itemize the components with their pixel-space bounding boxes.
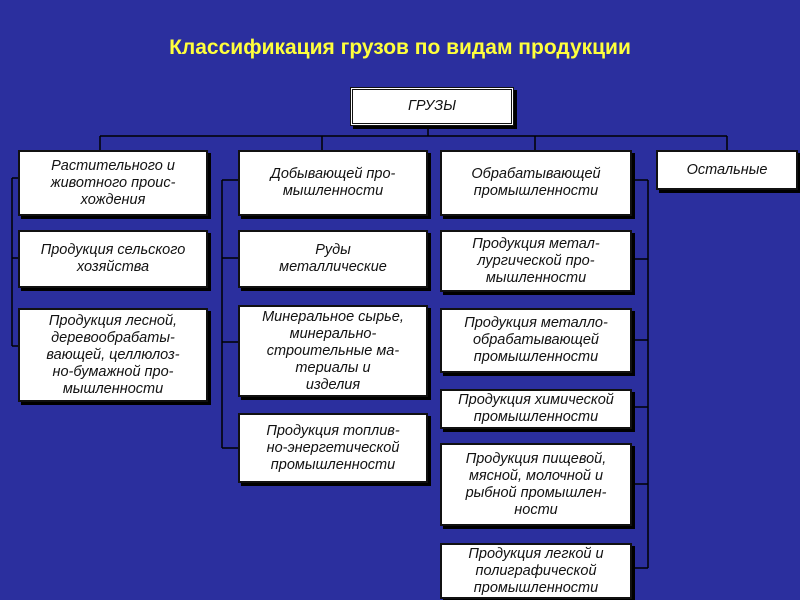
page-title: Классификация грузов по видам продукции bbox=[169, 36, 631, 59]
list-item: Продукция пищевой, мясной, молочной и рыбной промышлен- ности bbox=[440, 443, 632, 526]
list-item: Руды металлические bbox=[238, 230, 428, 288]
root-box: ГРУЗЫ bbox=[350, 87, 514, 126]
column-header-3: Обрабатывающей промышленности bbox=[440, 150, 632, 216]
list-item: Продукция химической промышленности bbox=[440, 389, 632, 429]
column-header-1: Растительного и животного проис- хождения bbox=[18, 150, 208, 216]
list-item: Продукция метал- лургической про- мышленности bbox=[440, 230, 632, 292]
list-item: Минеральное сырье, минерально- строительные ма- териалы и изделия bbox=[238, 305, 428, 397]
list-item: Продукция лесной, деревообрабаты- вающей, целлюлоз- но-бумажной про- мышленности bbox=[18, 308, 208, 402]
list-item: Продукция сельского хозяйства bbox=[18, 230, 208, 288]
column-header-2: Добывающей про- мышленности bbox=[238, 150, 428, 216]
list-item: Продукция топлив- но-энергетической промышленности bbox=[238, 413, 428, 483]
column-header-4: Остальные bbox=[656, 150, 798, 190]
list-item: Продукция легкой и полиграфической промышленности bbox=[440, 543, 632, 599]
list-item: Продукция металло- обрабатывающей промышленности bbox=[440, 308, 632, 373]
